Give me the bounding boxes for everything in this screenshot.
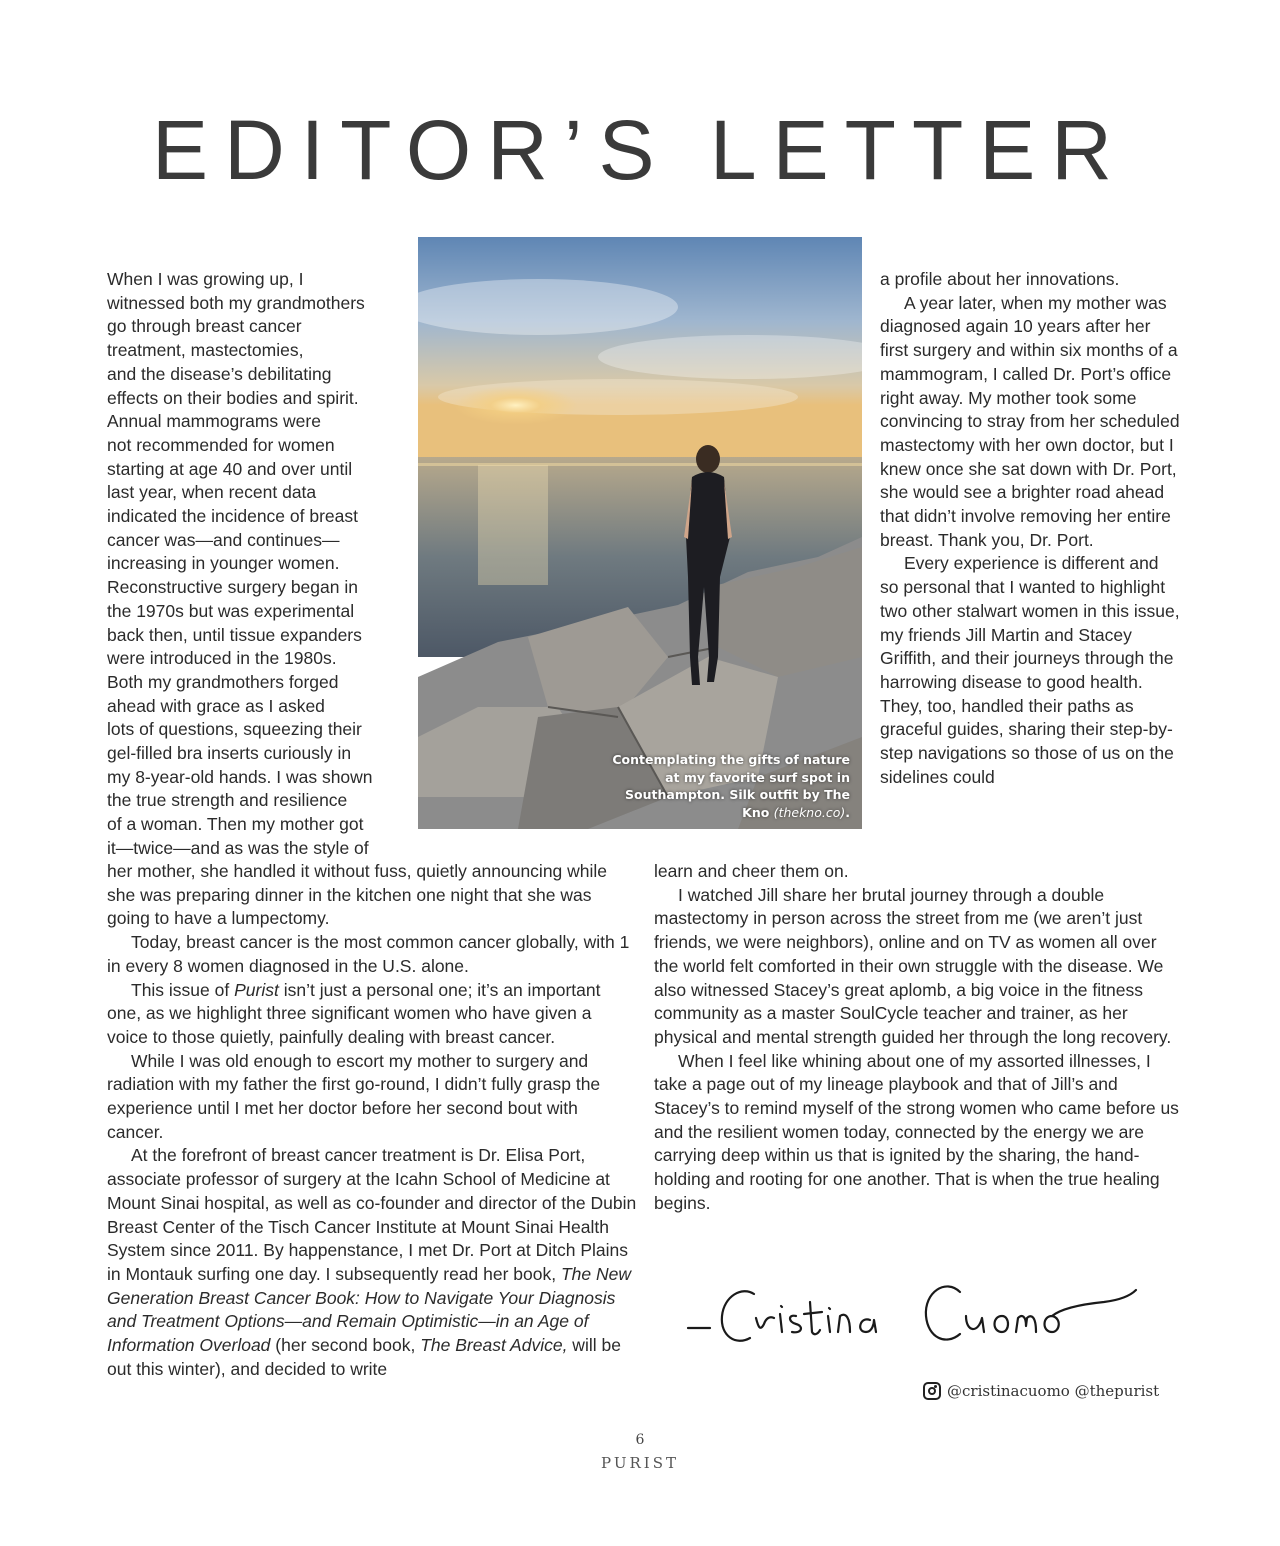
paragraph: At the forefront of breast cancer treatment is Dr. Elisa Port, associate professor of surgery at the Icahn School of Medicine at Mount Sinai hospital, as well as co-founder and director of the Dubin Breast Center of the Tisch Cancer Institute at Mount Sinai Health System since 2011. By happenstance, I met Dr. Port at Ditch Plains in Montauk surfing one day. I subsequently read her book, The New Generation Breast Cancer Book: How to Navigate Your Diagnosis and Treatment Options—and Remain Optimistic—in an Age of Information Overload (her second book, The Breast Advice, will be out this winter), and decided to write xyxy=(107,1145,637,1379)
signature xyxy=(684,1266,1144,1356)
text-line: not recommended for women xyxy=(107,434,335,455)
text-line: Both my grandmothers forged xyxy=(107,671,339,692)
text-line: When I was growing up, I xyxy=(107,269,304,289)
text-line: gel-filled bra inserts curiously in xyxy=(107,743,352,764)
text-line: increasing in younger women. xyxy=(107,553,340,574)
left-column-top xyxy=(107,268,407,861)
text-line: Reconstructive surgery began in xyxy=(107,577,358,598)
text-line: lots of questions, squeezing their xyxy=(107,719,362,740)
paragraph: While I was old enough to escort my mother to surgery and radiation with my father the first go-round, I didn’t fully grasp the experience until I met her doctor before her second bout with cancer. xyxy=(107,1050,601,1142)
text-line: the true strength and resilience xyxy=(107,790,348,811)
paragraph: learn and cheer them on. xyxy=(654,861,849,881)
text-line: back then, until tissue expanders xyxy=(107,624,362,645)
page-number: 6 xyxy=(635,1432,645,1448)
photo-caption: Contemplating the gifts of nature at my favorite surf spot in Southampton. Silk outfit by The Kno (thekno.co). xyxy=(612,752,850,820)
text-line: Annual mammograms were xyxy=(107,411,321,432)
text-line: and the disease’s debilitating xyxy=(107,363,332,384)
text-line: effects on their bodies and spirit. xyxy=(107,387,359,408)
text-line: were introduced in the 1980s. xyxy=(107,648,337,669)
text-line: witnessed both my grandmothers xyxy=(107,292,365,313)
right-column-top xyxy=(880,268,1180,789)
social-handles-text: @cristinacuomo @thepurist xyxy=(947,1382,1160,1400)
paragraph: her mother, she handled it without fuss, quietly announcing while she was preparing dinner in the kitchen one night that she was going to have a lumpectomy. xyxy=(107,861,608,929)
paragraph: A year later, when my mother was diagnosed again 10 years after her first surgery and within six months of a mammogram, I called Dr. Port’s office right away. My mother took some convincing to stray from her scheduled mastectomy with her own doctor, but I knew once she sat down with Dr. Port, she would see a brighter road ahead that didn’t involve removing her entire breast. Thank you, Dr. Port. xyxy=(880,292,1180,550)
paragraph: Today, breast cancer is the most common cancer globally, with 1 in every 8 women diagnosed in the U.S. alone. xyxy=(107,932,630,976)
text-line: go through breast cancer xyxy=(107,316,302,337)
text-line: my 8-year-old hands. I was shown xyxy=(107,766,373,787)
text-line: ahead with grace as I asked xyxy=(107,695,325,716)
text-line: the 1970s but was experimental xyxy=(107,600,355,621)
text-line: it—twice—and as was the style of xyxy=(107,837,369,858)
text-line: starting at age 40 and over until xyxy=(107,458,353,479)
paragraph: a profile about her innovations. xyxy=(880,269,1120,289)
cover-photo xyxy=(418,237,862,829)
text-line: of a woman. Then my mother got xyxy=(107,814,364,835)
right-column-bottom xyxy=(654,860,1184,1216)
paragraph: I watched Jill share her brutal journey through a double mastectomy in person across the street from me (we aren’t just friends, we were neighbors), online and on TV as women all over the world felt comforted in their own struggle with the disease. We also witnessed Stacey’s great aplomb, a big voice in the fitness community as a master SoulCycle teacher and trainer, as her physical and mental strength guided her through the long recovery. xyxy=(654,884,1172,1047)
page-title: EDITOR’S LETTER xyxy=(152,103,1128,197)
text-line: indicated the incidence of breast xyxy=(107,506,358,527)
left-column-bottom xyxy=(107,860,637,1381)
brand-logo: PURIST xyxy=(601,1454,679,1472)
signature-image xyxy=(684,1266,1144,1356)
text-line: treatment, mastectomies, xyxy=(107,340,304,361)
text-line: cancer was—and continues— xyxy=(107,529,340,550)
text-line: last year, when recent data xyxy=(107,482,317,503)
social-handles xyxy=(923,1382,1159,1400)
paragraph: This issue of Purist isn’t just a personal one; it’s an important one, as we highlight three significant women who have given a voice to those quietly, painfully dealing with breast cancer. xyxy=(107,979,601,1047)
photo-image xyxy=(418,237,862,829)
instagram-icon xyxy=(923,1382,941,1400)
paragraph: Every experience is different and so personal that I wanted to highlight two other stalwart women in this issue, my friends Jill Martin and Stacey Griffith, and their journeys through the harrowing disease to good health. They, too, handled their paths as graceful guides, sharing their step-by-step navigations so those of us on the sidelines could xyxy=(880,553,1180,787)
paragraph: When I feel like whining about one of my assorted illnesses, I take a page out of my lineage playbook and that of Jill’s and Stacey’s to remind myself of the strong women who came before us and the resilient women today, connected by the energy we are carrying deep within us that is ignited by the sharing, the hand-holding and rooting for one another. That is when the true healing begins. xyxy=(654,1050,1179,1213)
